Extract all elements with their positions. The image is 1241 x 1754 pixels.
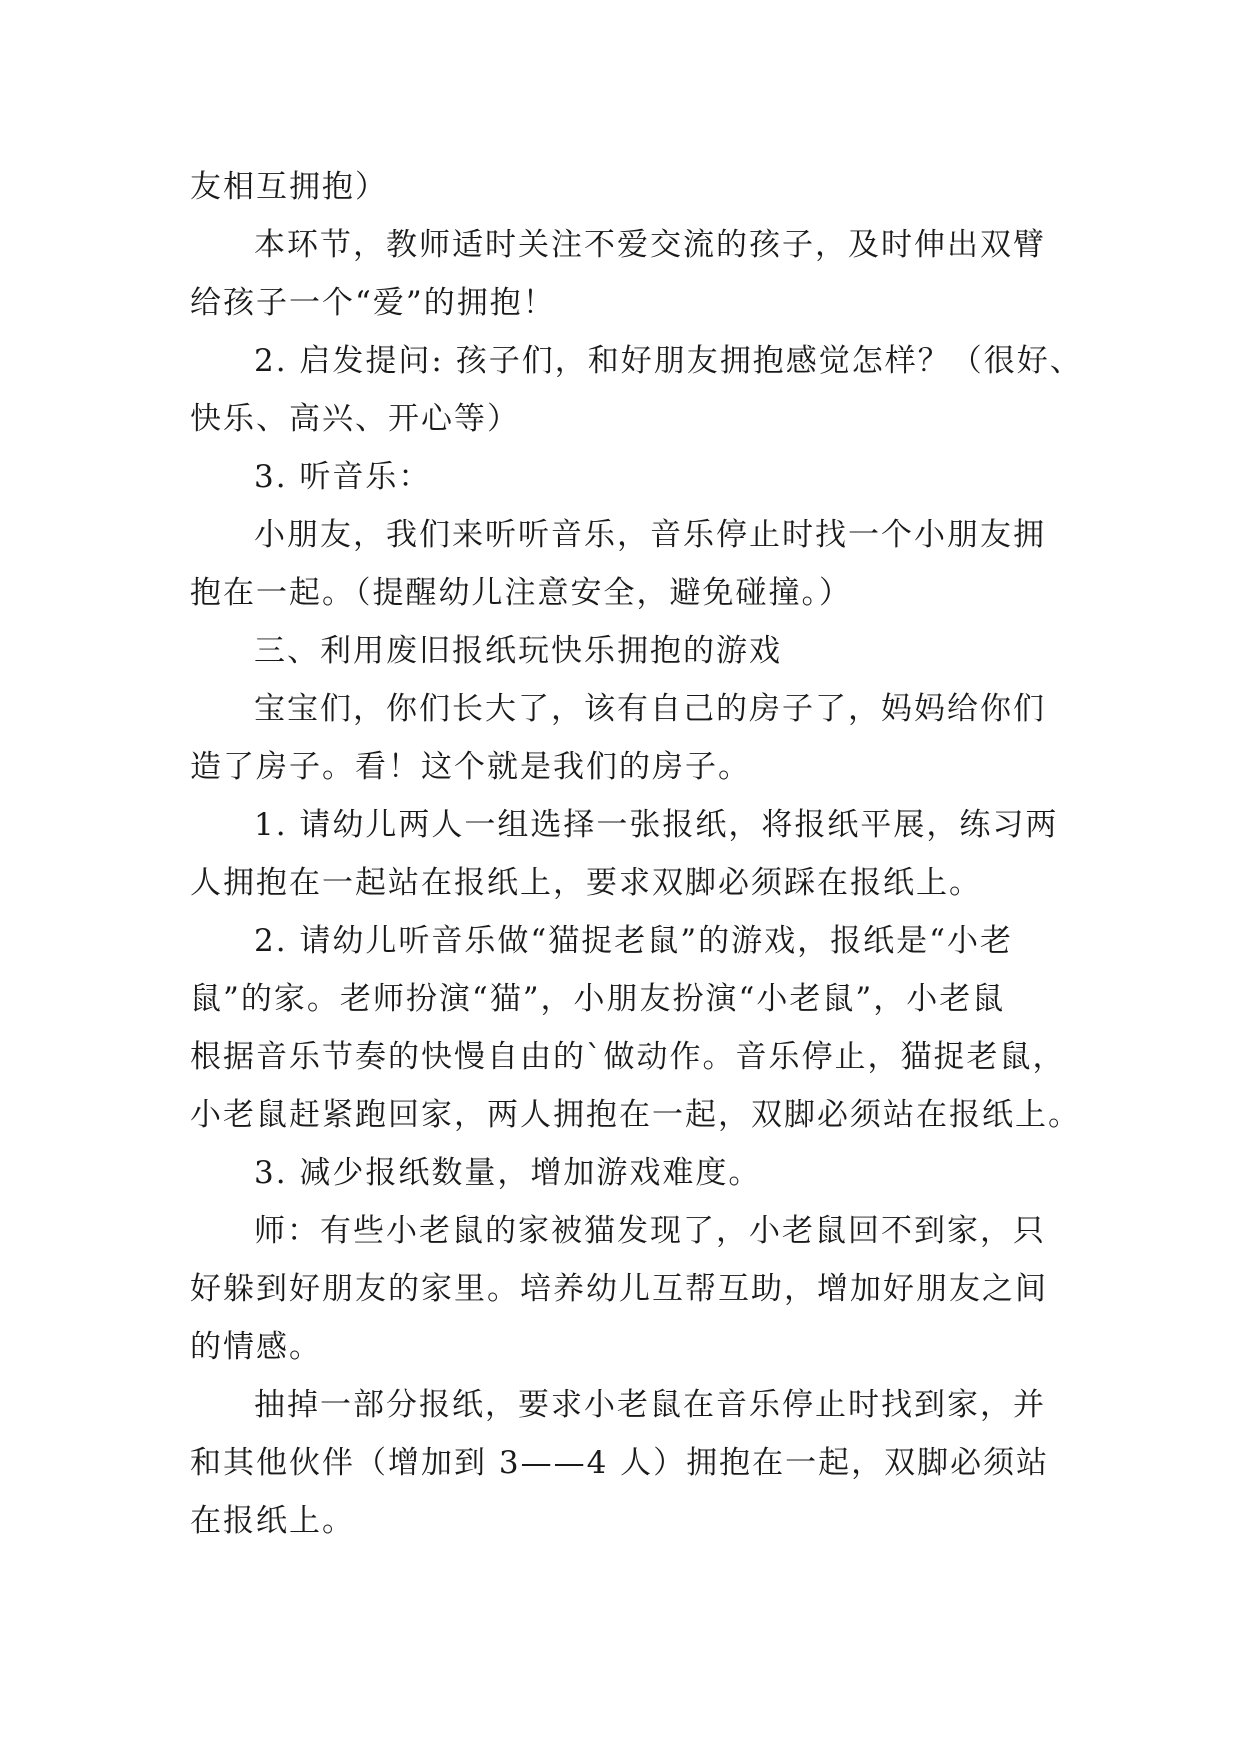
text-line: 2. 请幼儿听音乐做“猫捉老鼠”的游戏，报纸是“小老 <box>254 923 1013 959</box>
text-line: 友相互拥抱） <box>190 169 388 205</box>
text-line: 2. 启发提问: 孩子们，和好朋友拥抱感觉怎样？（很好、 <box>254 343 1083 379</box>
text-line: 抱在一起。（提醒幼儿注意安全，避免碰撞。） <box>190 575 852 611</box>
text-line: 3. 听音乐： <box>254 459 432 495</box>
text-line: 鼠”的家。老师扮演“猫”，小朋友扮演“小老鼠”，小老鼠 <box>190 981 1006 1017</box>
text-line: 的情感。 <box>190 1329 322 1365</box>
text-line: 小朋友，我们来听听音乐，音乐停止时找一个小朋友拥 <box>254 517 1046 553</box>
text-line: 抽掉一部分报纸，要求小老鼠在音乐停止时找到家，并 <box>254 1387 1046 1423</box>
text-line: 和其他伙伴（增加到 3——4 人）拥抱在一起，双脚必须站 <box>190 1445 1050 1481</box>
text-line: 好躲到好朋友的家里。培养幼儿互帮互助，增加好朋友之间 <box>190 1271 1048 1307</box>
text-line: 造了房子。看！这个就是我们的房子。 <box>190 749 751 785</box>
text-line: 根据音乐节奏的快慢自由的`做动作。音乐停止，猫捉老鼠， <box>190 1039 1066 1075</box>
text-line: 3. 减少报纸数量，增加游戏难度。 <box>254 1155 762 1191</box>
section-heading: 三、利用废旧报纸玩快乐拥抱的游戏 <box>254 633 782 669</box>
document-body <box>190 158 1083 1550</box>
text-line: 师：有些小老鼠的家被猫发现了，小老鼠回不到家，只 <box>254 1213 1046 1249</box>
text-line: 人拥抱在一起站在报纸上，要求双脚必须踩在报纸上。 <box>190 865 982 901</box>
text-line: 快乐、高兴、开心等） <box>190 401 520 437</box>
text-line: 本环节，教师适时关注不爱交流的孩子，及时伸出双臂 <box>254 227 1046 263</box>
text-line: 宝宝们，你们长大了，该有自己的房子了，妈妈给你们 <box>254 691 1046 727</box>
text-line: 在报纸上。 <box>190 1503 355 1539</box>
text-line: 1. 请幼儿两人一组选择一张报纸，将报纸平展，练习两 <box>254 807 1059 843</box>
text-line: 小老鼠赶紧跑回家，两人拥抱在一起，双脚必须站在报纸上。 <box>190 1097 1081 1133</box>
text-line: 给孩子一个“爱”的拥抱！ <box>190 285 556 321</box>
